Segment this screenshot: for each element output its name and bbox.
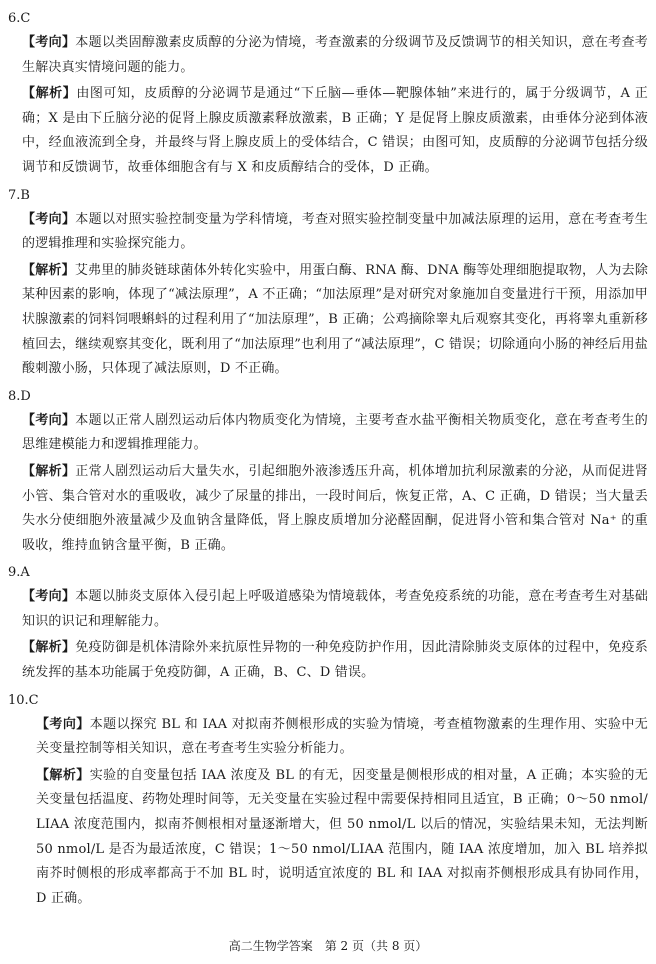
jiexi-text: 艾弗里的肺炎链球菌体外转化实验中，用蛋白酶、RNA 酶、DNA 酶等处理细胞提取物，人为去除某种因素的影响，体现了“减法原理”，A 不正确；“加法原理”是对研究对象施加自变量进行干预，用添加甲状腺激素的饲料饲喂蝌蚪的过程利用了“加法原理”，B 正确；公鸡摘除睾丸后观察其变化，再将睾丸重新移植回去，继续观察其变化，既利用了“加法原理”也利用了“减法原理”，C 错误；切除通向小肠的神经后用盐酸刺激小肠，只体现了减法原则，D 不正确。: [22, 262, 649, 377]
answer-content: [8, 6, 648, 913]
question-number: 7.B: [8, 187, 30, 203]
jiexi-text: 由图可知，皮质醇的分泌调节是通过“下丘脑—垂体—靶腺体轴”来进行的，属于分级调节，A 正确；X 是由下丘脑分泌的促肾上腺皮质激素释放激素，B 正确；Y 是促肾上腺皮质激素，由垂体分泌到体液中，经血液流到全身，并最终与肾上腺皮质上的受体结合，C 错误；由图可知，皮质醇的分泌调节包括分级调节和反馈调节，故垂体细胞含有与 X 和皮质醇结合的受体，D 正确。: [22, 86, 648, 175]
jiexi-label: 【解析】: [36, 767, 90, 783]
jiexi-paragraph: [22, 259, 648, 382]
question-number: 8.D: [8, 388, 31, 404]
kaoxiang-label: 【考向】: [22, 412, 76, 428]
kaoxiang-text: 本题以正常人剧烈运动后体内物质变化为情境，主要考查水盐平衡相关物质变化，意在考查考生的思维建模能力和逻辑推理能力。: [22, 412, 648, 453]
jiexi-text: 实验的自变量包括 IAA 浓度及 BL 的有无，因变量是侧根形成的相对量，A 正确；本实验的无关变量包括温度、药物处理时间等，无关变量在实验过程中需要保持相同且适宜，B 正确；0～50 nmol/LIAA 浓度范围内，拟南芥侧根相对量逐渐增大，但 50 nmol/L 以后的情况，实验结果未知，无法判断 50 nmol/L 是否为最适浓度，C 错误；1～50 nmol/LIAA 范围内，随 IAA 浓度增加，加入 BL 培养拟南芥时侧根的形成率都高于不加 BL 时，说明适宜浓度的 BL 和 IAA 对拟南芥侧根形成具有协同作用，D 正确。: [36, 767, 648, 906]
question-10: [8, 688, 648, 912]
kaoxiang-label: 【考向】: [22, 589, 76, 605]
kaoxiang-text: 本题以探究 BL 和 IAA 对拟南芥侧根形成的实验为情境，考查植物激素的生理作用、实验中无关变量控制等相关知识，意在考查考生实验分析能力。: [36, 716, 648, 757]
page-footer: 高二生物学答案 第 2 页（共 8 页）: [228, 939, 428, 953]
kaoxiang-text: 本题以肺炎支原体入侵引起上呼吸道感染为情境载体，考查免疫系统的功能，意在考查考生对基础知识的识记和理解能力。: [22, 589, 648, 629]
jiexi-paragraph: [22, 460, 648, 558]
kaoxiang-paragraph: [22, 409, 648, 458]
jiexi-label: 【解析】: [22, 463, 76, 479]
question-9: [8, 560, 648, 685]
jiexi-paragraph: [22, 636, 648, 685]
kaoxiang-label: 【考向】: [36, 716, 90, 732]
kaoxiang-text: 本题以对照实验控制变量为学科情境，考查对照实验控制变量中加减法原理的运用，意在考查考生的逻辑推理和实验探究能力。: [22, 211, 648, 252]
jiexi-text: 正常人剧烈运动后大量失水，引起细胞外液渗透压升高，机体增加抗利尿激素的分泌，从而促进肾小管、集合管对水的重吸收，减少了尿量的排出，一段时间后，恢复正常，A、C 正确，D 错误；当大量丢失水分使细胞外液量减少及血钠含量降低，肾上腺皮质增加分泌醛固酮，促进肾小管和集合管对 Na⁺ 的重吸收，维持血钠含量平衡，B 正确。: [22, 463, 648, 553]
question-6: [8, 6, 648, 181]
question-8: [8, 384, 648, 559]
question-7: [8, 183, 648, 382]
jiexi-label: 【解析】: [22, 86, 77, 102]
jiexi-label: 【解析】: [22, 262, 75, 278]
kaoxiang-paragraph: [22, 208, 648, 257]
jiexi-label: 【解析】: [22, 640, 76, 656]
question-number: 6.C: [8, 11, 31, 26]
kaoxiang-paragraph: [22, 585, 648, 634]
kaoxiang-text: 本题以类固醇激素皮质醇的分泌为情境，考查激素的分级调节及反馈调节的相关知识，意在考查考生解决真实情境问题的能力。: [22, 35, 648, 75]
kaoxiang-paragraph: [22, 31, 648, 80]
question-number: 10.C: [8, 692, 39, 708]
kaoxiang-label: 【考向】: [22, 211, 76, 227]
question-number: 9.A: [8, 565, 30, 581]
jiexi-paragraph: [36, 764, 648, 912]
jiexi-text: 免疫防御是机体清除外来抗原性异物的一种免疫防护作用，因此清除肺炎支原体的过程中，免疫系统发挥的基本功能属于免疫防御，A 正确，B、C、D 错误。: [22, 640, 648, 681]
kaoxiang-label: 【考向】: [22, 35, 76, 50]
kaoxiang-paragraph: [36, 713, 648, 762]
jiexi-paragraph: [22, 82, 648, 180]
